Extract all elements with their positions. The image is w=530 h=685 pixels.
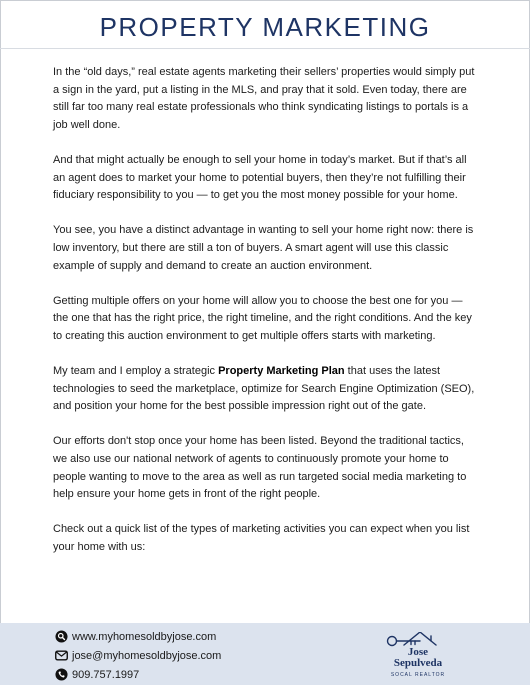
paragraph-4: Getting multiple offers on your home will allow you to choose the best one for you — the one that has the right price, the right timeline, and the right conditions. And the key to creating this auction environment to get multiple offers starts with marketing.: [53, 294, 472, 342]
email-link[interactable]: jose@myhomesoldbyjose.com: [72, 649, 222, 662]
paragraph-3: You see, you have a distinct advantage in wanting to sell your home right now: there is low inventory, but there are still a ton of buyers. A smart agent will use this classic example of supply and demand to create an auction environment.: [53, 224, 474, 272]
paragraph-5: [53, 363, 479, 416]
marketing-plan-emphasis: Property Marketing Plan: [218, 365, 345, 378]
page-title: PROPERTY MARKETING: [99, 12, 431, 42]
paragraph-6: Our efforts don't stop once your home has been listed. Beyond the traditional tactics, we also use our national network of agents to continuously promote your home to people wanting to move to the area as well as run targeted social media marketing to help ensure your home gets in front of the right people.: [53, 435, 467, 501]
phone-contact[interactable]: [55, 666, 139, 683]
paragraph-7: Check out a quick list of the types of marketing activities you can expect when you list your home with us:: [53, 523, 470, 554]
website-link[interactable]: www.myhomesoldbyjose.com: [72, 630, 217, 643]
logo-tagline: SOCAL REALTOR: [390, 672, 446, 678]
envelope-icon: [55, 649, 68, 662]
logo-name-last: Sepulveda: [393, 657, 443, 669]
phone-icon: [55, 668, 68, 681]
email-contact[interactable]: [55, 647, 221, 664]
logo-name: [381, 647, 455, 669]
title-divider: [0, 48, 530, 49]
body-text: [53, 64, 479, 574]
paragraph-2: And that might actually be enough to sell your home in today’s market. But if that’s all an agent does to market your home to potential buyers, then they’re not fulfilling their fiduciary responsibility to you — to get you the most money possible for your home.: [53, 153, 467, 202]
paragraph-1: In the “old days,” real estate agents marketing their sellers’ properties would simply put a sign in the yard, put a listing in the MLS, and pray that it sold. Even today, there are still far too many real estate professionals who think syndicating listings to portals is a job well done.: [53, 66, 475, 131]
paragraph-5-rest: that uses the latest technologies to seed the marketplace, optimize for Search Engine Optimization (SEO), and position your home for the best possible impression right out of the gate.: [53, 365, 475, 413]
phone-number[interactable]: 909.757.1997: [72, 668, 140, 681]
logo-name-first: Jose: [407, 646, 429, 658]
website-contact[interactable]: [55, 628, 216, 645]
search-icon: [55, 630, 68, 643]
paragraph-5-intro: My team and I employ a strategic: [53, 365, 219, 378]
